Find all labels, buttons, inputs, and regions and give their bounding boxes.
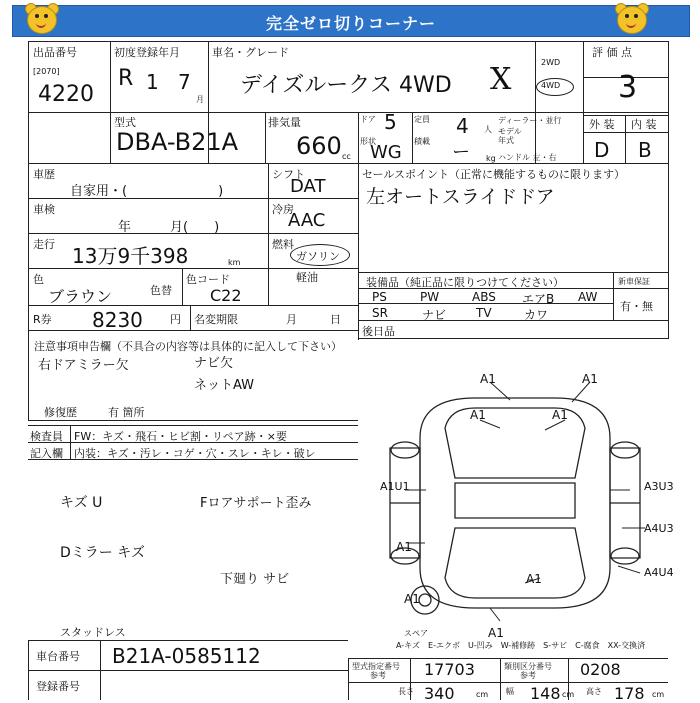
name-change-value: 月 日 [286,313,341,326]
sales-value: 左オートスライドドア [366,186,555,208]
load-unit: kg [486,154,496,163]
mileage-unit: km [228,258,241,267]
remark-1: キズ U [60,495,103,511]
note-item-1: 右ドアミラー欠 [38,358,129,373]
equip-ps: PS [372,290,387,304]
score-value: 3 [618,70,638,105]
fuel-label: 燃料 [272,238,294,251]
height-label: 高さ [586,687,602,696]
reg-year: 1 [146,70,159,94]
reg-era: R [118,66,134,91]
mascot-left-icon [22,0,60,36]
remark-3: Fロアサポート歪み [200,496,312,511]
model-label: モデル [498,127,522,136]
car-grade: X [490,62,512,97]
shape-label: 形状 [360,137,376,146]
chassis-label: 車台番号 [36,650,80,663]
disp-label: 排気量 [268,116,301,129]
r-value: 8230 [92,308,143,332]
damage-mark-2: A1 [582,372,598,386]
equip-leather: カワ [524,308,549,322]
use-label: 車歴 [33,168,55,181]
reg-label: 初度登録年月 [114,46,180,59]
equip-aw: AW [578,290,598,304]
remark-4: 下廻り サビ [220,572,290,587]
len-value: 340 [424,684,455,703]
damage-mark-8: A1 [396,540,412,554]
height-unit: cm [652,690,665,699]
drive-4wd: 4WD [541,81,561,90]
class-label: 類別区分番号 [504,662,552,671]
use-value: 自家用・( ) [70,184,224,199]
banner-title: 完全ゼロ切りコーナー [265,14,436,33]
disp-unit: cc [342,152,351,161]
door-label: ドア [360,115,376,124]
class-ref-label: 参考 [520,671,536,680]
damage-mark-11: A1 [404,592,420,606]
int-label: 内 装 [631,118,657,131]
height-value: 178 [614,684,645,703]
cap-unit: 人 [484,125,492,134]
type-value: DBA-B21A [116,128,239,156]
inspector-label: 検査員 [30,430,63,443]
cap-value: 4 [456,114,469,138]
load-label: 積載 [414,137,430,146]
inspector-interior: 内装：キズ・汚レ・コゲ・穴・スレ・キレ・破レ [74,447,316,460]
warranty-label: 新車保証 [618,277,650,286]
ac-label: 冷房 [272,203,294,216]
r-label: R券 [33,313,52,326]
damage-mark-9: A4U4 [644,566,674,579]
score-label: 評 価 点 [592,46,632,59]
equip-abs: ABS [472,290,496,304]
damage-legend: A-キズ E-エクボ U-凹み W-補修跡 S-サビ C-腐食 XX-交換済 [396,641,646,650]
type-label: 型式 [114,116,136,129]
name-change-label: 名変期限 [194,313,238,326]
fuel-diesel: 軽油 [296,271,318,284]
name-label: 車名・グレード [212,46,289,59]
len-label: 長さ [398,687,414,696]
remark-2: Dミラー キズ [60,545,145,561]
handle-label: ハンドル 左・右 [498,153,557,162]
reg-month-unit: 月 [196,95,204,104]
shift-value: DAT [290,176,326,197]
model-label2: 年式 [498,136,514,145]
color-code-label: 色コード [186,273,230,286]
inspect-value: 年 月( ) [118,220,220,235]
note-item-2: ナビ欠 [194,356,234,371]
ext-label: 外 装 [589,118,615,131]
repair-value: 有 箇所 [108,406,145,419]
inspector-fw: FW：キズ・飛石・ヒビ割・リペア跡・×要 [74,430,287,443]
reg-month: 7 [178,70,191,94]
damage-mark-4: A1 [552,408,568,422]
ac-value: AAC [288,210,326,231]
equip-sr: SR [372,306,388,320]
equip-tv: TV [476,306,492,320]
damage-mark-5: A1U1 [380,480,410,493]
int-value: B [638,138,652,162]
spare-label: スペア [404,629,428,638]
fuel-gas: ガソリン [296,250,340,263]
car-name: デイズルークス 4WD [240,73,452,98]
disp-value: 660 [296,132,342,160]
color-label: 色 [33,273,44,286]
repair-label: 修復歴 [44,406,77,419]
width-unit: cm [562,690,575,699]
inspect-label: 車検 [33,203,55,216]
title-banner [12,5,690,37]
damage-mark-3: A1 [470,408,486,422]
warranty-value: 有・無 [620,300,653,313]
equip-airbag: エアB [522,292,555,306]
damage-mark-7: A4U3 [644,522,674,535]
equipment-header: 装備品（純正品に限りつけてください） [366,276,564,289]
mascot-right-icon [612,0,650,36]
mileage-value: 13万9千398 [72,244,189,268]
damage-mark-1: A1 [480,372,496,386]
ext-value: D [594,138,610,162]
lot-sub: [2070] [33,67,60,76]
len-unit: cm [476,690,489,699]
spec-ref-label: 参考 [370,671,386,680]
stud-label: スタッドレス [60,626,126,639]
damage-mark-12: A1 [488,626,504,640]
dealer-label: ディーラー・並行 [498,116,562,125]
shift-label: シフト [272,168,305,181]
width-label: 幅 [506,687,514,696]
color-code-value: C22 [210,286,242,305]
sales-label: セールスポイント（正常に機能するものに限ります） [362,168,626,181]
chassis-value: B21A-0585112 [112,644,261,668]
spec-label: 型式指定番号 [352,662,400,671]
spec-value: 17703 [424,660,475,679]
color-value: ブラウン [48,287,113,306]
lot-label: 出品番号 [33,46,77,59]
aftermarket-label: 後日品 [362,325,395,338]
mileage-label: 走行 [33,238,55,251]
color-change-label: 色替 [150,284,172,297]
damage-mark-6: A3U3 [644,480,674,493]
class-value: 0208 [580,660,621,679]
note-item-3: ネットAW [194,378,255,393]
shape-value: WG [370,142,402,163]
equip-pw: PW [420,290,440,304]
reg-number-label: 登録番号 [36,680,80,693]
equip-navi: ナビ [422,308,447,322]
door-value: 5 [384,110,397,134]
writer-label: 記入欄 [30,447,63,460]
notes-title: 注意事項申告欄（不具合の内容等は具体的に記入して下さい） [34,340,342,353]
drive-2wd: 2WD [541,58,561,67]
r-unit: 円 [170,313,181,326]
cap-label: 定員 [414,115,430,124]
width-value: 148 [530,684,561,703]
lot-number: 4220 [38,82,94,107]
damage-mark-10: A1 [526,572,542,586]
load-value: ー [452,142,470,163]
